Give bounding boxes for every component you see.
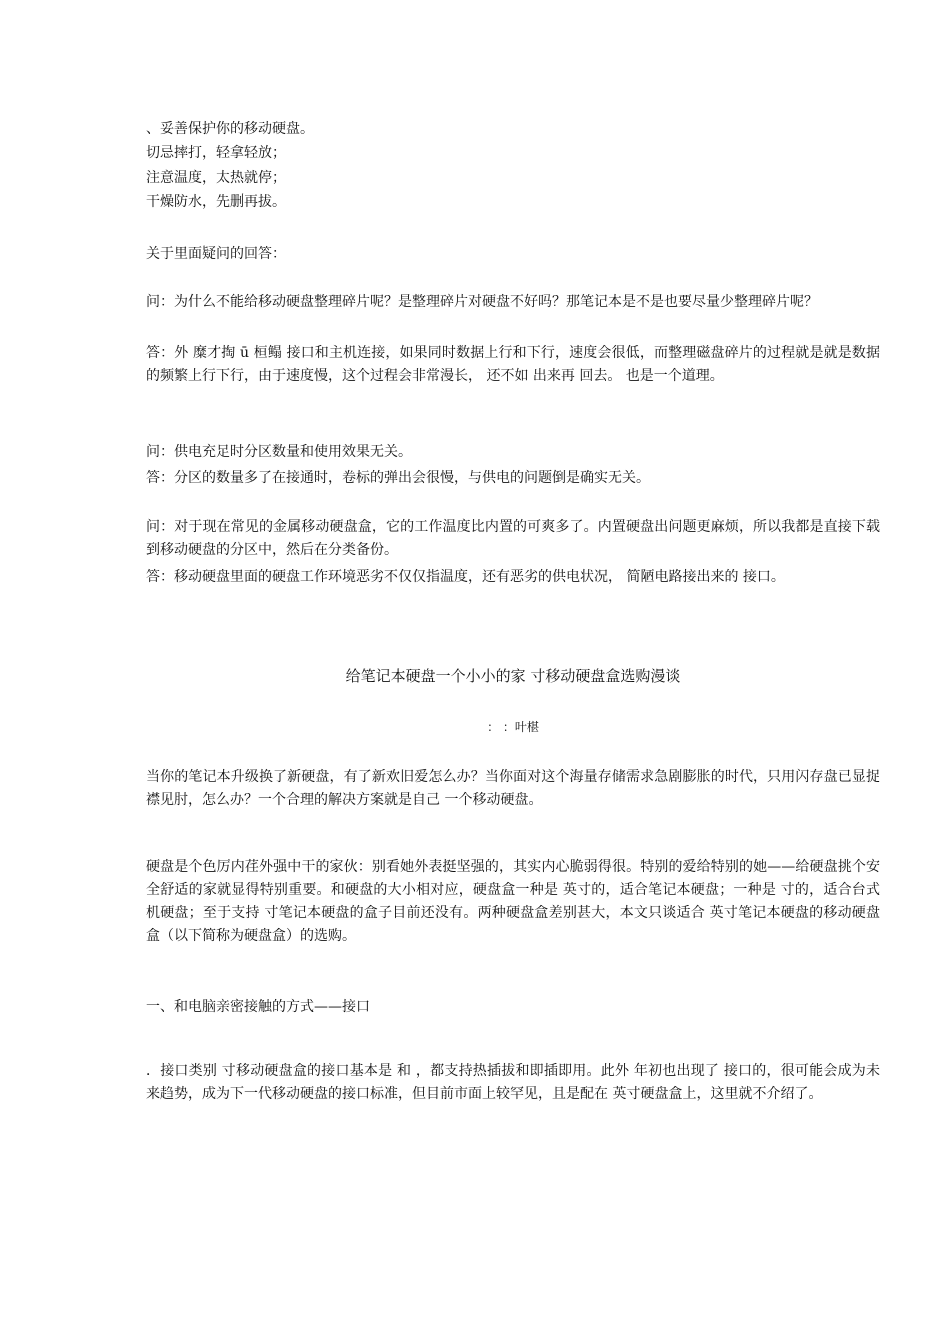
answer-paragraph: 答：外 糜才掏 ū 桓鳎 接口和主机连接，如果同时数据上行和下行，速度会很低，而整理磁盘碎片的过程就是就是数据的频繁上行下行，由于速度慢，这个过程会非常漫长， 还不如 出来再 回去。 也是一个道理。 <box>146 345 880 384</box>
body-paragraph: 硬盘是个色厉内荏外强中干的家伙：别看她外表挺坚强的，其实内心脆弱得很。特别的爱给特别的她——给硬盘挑个安全舒适的家就显得特别重要。和硬盘的大小相对应，硬盘盒一种是 英寸的，适合笔记本硬盘；一种是 寸的，适合台式机硬盘；至于支持 寸笔记本硬盘的盒子目前还没有。两种硬盘盒差别甚大，本文只谈适合 英寸笔记本硬盘的移动硬盘盒（以下简称为硬盘盒）的选购。 <box>146 859 880 944</box>
list-item: 、妥善保护你的移动硬盘。 <box>146 121 314 137</box>
list-item: 切忌摔打，轻拿轻放； <box>146 145 286 161</box>
article-title: 给笔记本硬盘一个小小的家 寸移动硬盘盒选购漫谈 <box>345 667 681 685</box>
body-paragraph: 当你的笔记本升级换了新硬盘，有了新欢旧爱怎么办？当你面对这个海量存储需求急剧膨胀的时代，只用闪存盘已显捉襟见肘，怎么办？一个合理的解决方案就是自己 一个移动硬盘。 <box>146 769 880 808</box>
body-paragraph: ．接口类别 寸移动硬盘盒的接口基本是 和 ，都支持热插拔和即插即用。此外 年初也出现了 接口的，很可能会成为未来趋势，成为下一代移动硬盘的接口标准，但目前市面上较罕见，且是配在 英寸硬盘盒上，这里就不介绍了。 <box>146 1063 880 1102</box>
question-paragraph: 问：对于现在常见的金属移动硬盘盒，它的工作温度比内置的可爽多了。内置硬盘出问题更麻烦，所以我都是直接下载到移动硬盘的分区中，然后在分类备份。 <box>146 519 880 558</box>
list-item: 干燥防水，先删再拔。 <box>146 194 286 210</box>
answer-paragraph: 答：分区的数量多了在接通时，卷标的弹出会很慢，与供电的问题倒是确实无关。 <box>146 470 650 486</box>
blank-line <box>146 1151 880 1171</box>
article-byline: ： ：叶椹 <box>487 720 539 734</box>
blank-line <box>146 618 880 638</box>
blank-line <box>146 642 880 662</box>
blank-line <box>146 741 880 761</box>
list-item: 注意温度，太热就停； <box>146 170 286 186</box>
answer-paragraph: 答：移动硬盘里面的硬盘工作环境恶劣不仅仅指温度，还有恶劣的供电状况， 简陋电路接出来的 接口。 <box>146 569 785 585</box>
blank-line <box>146 418 880 438</box>
blank-line <box>146 971 880 991</box>
blank-line <box>146 492 880 512</box>
section-heading: 一、和电脑亲密接触的方式——接口 <box>146 999 370 1015</box>
question-paragraph: 问：供电充足时分区数量和使用效果无关。 <box>146 444 412 460</box>
blank-line <box>146 692 880 712</box>
question-paragraph: 问：为什么不能给移动硬盘整理碎片呢？是整理碎片对硬盘不好吗？那笔记本是不是也要尽量少整理碎片呢？ <box>146 294 818 310</box>
blank-line <box>146 267 880 287</box>
blank-line <box>146 831 880 851</box>
blank-line <box>146 219 880 239</box>
section-heading: 关于里面疑问的回答： <box>146 246 286 262</box>
blank-line <box>146 1035 880 1055</box>
